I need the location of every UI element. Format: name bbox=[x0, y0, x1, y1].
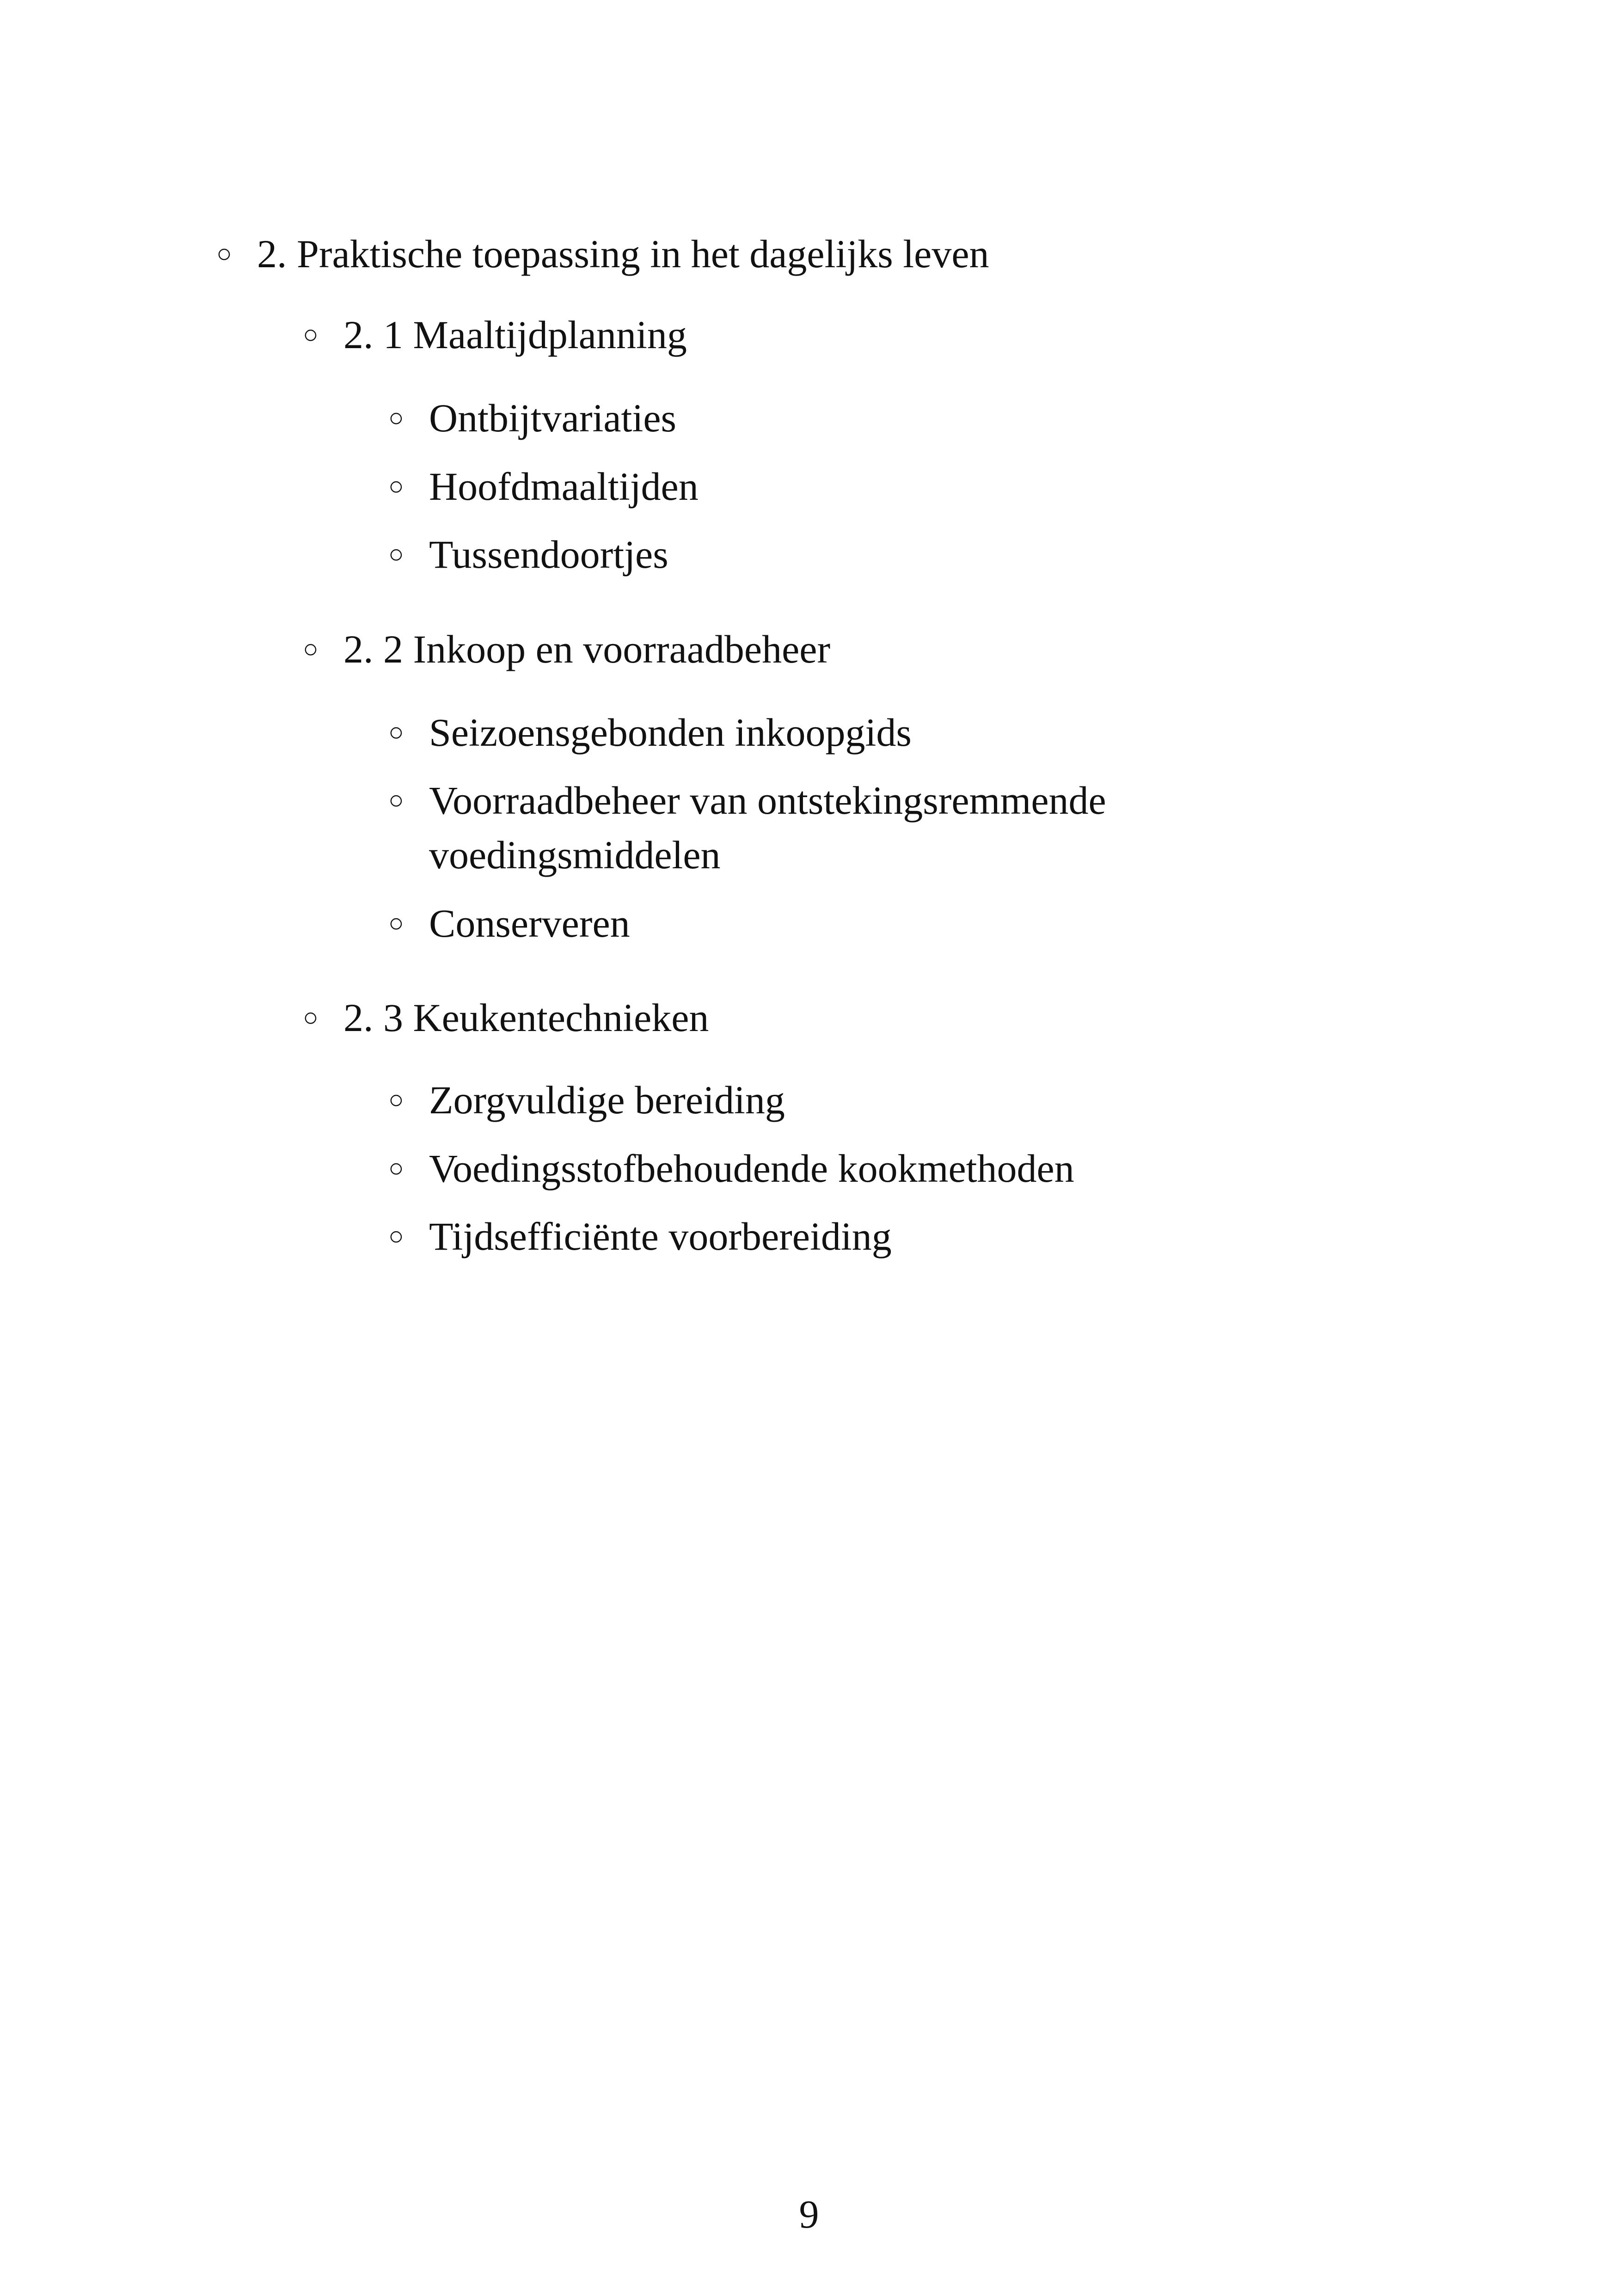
subsection-title: 2. 1 Maaltijdplanning bbox=[343, 313, 687, 357]
outline-item-label: Tijdsefficiënte voorbereiding bbox=[429, 1214, 892, 1259]
hollow-bullet-icon: ○ bbox=[303, 635, 319, 663]
hollow-bullet-icon: ○ bbox=[388, 909, 404, 938]
section-title: 2. Praktische toepassing in het dagelijks leven bbox=[257, 232, 989, 276]
subsection-title: 2. 3 Keukentechnieken bbox=[343, 995, 709, 1040]
hollow-bullet-icon: ○ bbox=[388, 1086, 404, 1114]
outline-item-label: Zorgvuldige bereiding bbox=[429, 1078, 785, 1122]
hollow-bullet-icon: ○ bbox=[388, 404, 404, 432]
hollow-bullet-icon: ○ bbox=[303, 1003, 319, 1032]
outline-item-label: Conserveren bbox=[429, 901, 630, 945]
outline-item-label: Tussendoortjes bbox=[429, 532, 668, 577]
hollow-bullet-icon: ○ bbox=[303, 320, 319, 349]
hollow-bullet-icon: ○ bbox=[388, 472, 404, 501]
hollow-bullet-icon: ○ bbox=[388, 718, 404, 747]
outline-item-label: Seizoensgebonden inkoopgids bbox=[429, 710, 912, 755]
outline-item-label: Voedingsstofbehoudende kookmethoden bbox=[429, 1146, 1074, 1191]
hollow-bullet-icon: ○ bbox=[388, 786, 404, 815]
hollow-bullet-icon: ○ bbox=[216, 239, 232, 268]
outline-item-label: Hoofdmaaltijden bbox=[429, 464, 699, 509]
outline-item-label: Ontbijtvariaties bbox=[429, 396, 676, 440]
hollow-bullet-icon: ○ bbox=[388, 540, 404, 569]
hollow-bullet-icon: ○ bbox=[388, 1154, 404, 1183]
hollow-bullet-icon: ○ bbox=[388, 1222, 404, 1251]
outline-item-label: Voorraadbeheer van ontstekingsremmende voedingsmiddelen bbox=[429, 778, 1106, 877]
page-number: 9 bbox=[799, 2192, 819, 2236]
subsection-title: 2. 2 Inkoop en voorraadbeheer bbox=[343, 627, 831, 671]
